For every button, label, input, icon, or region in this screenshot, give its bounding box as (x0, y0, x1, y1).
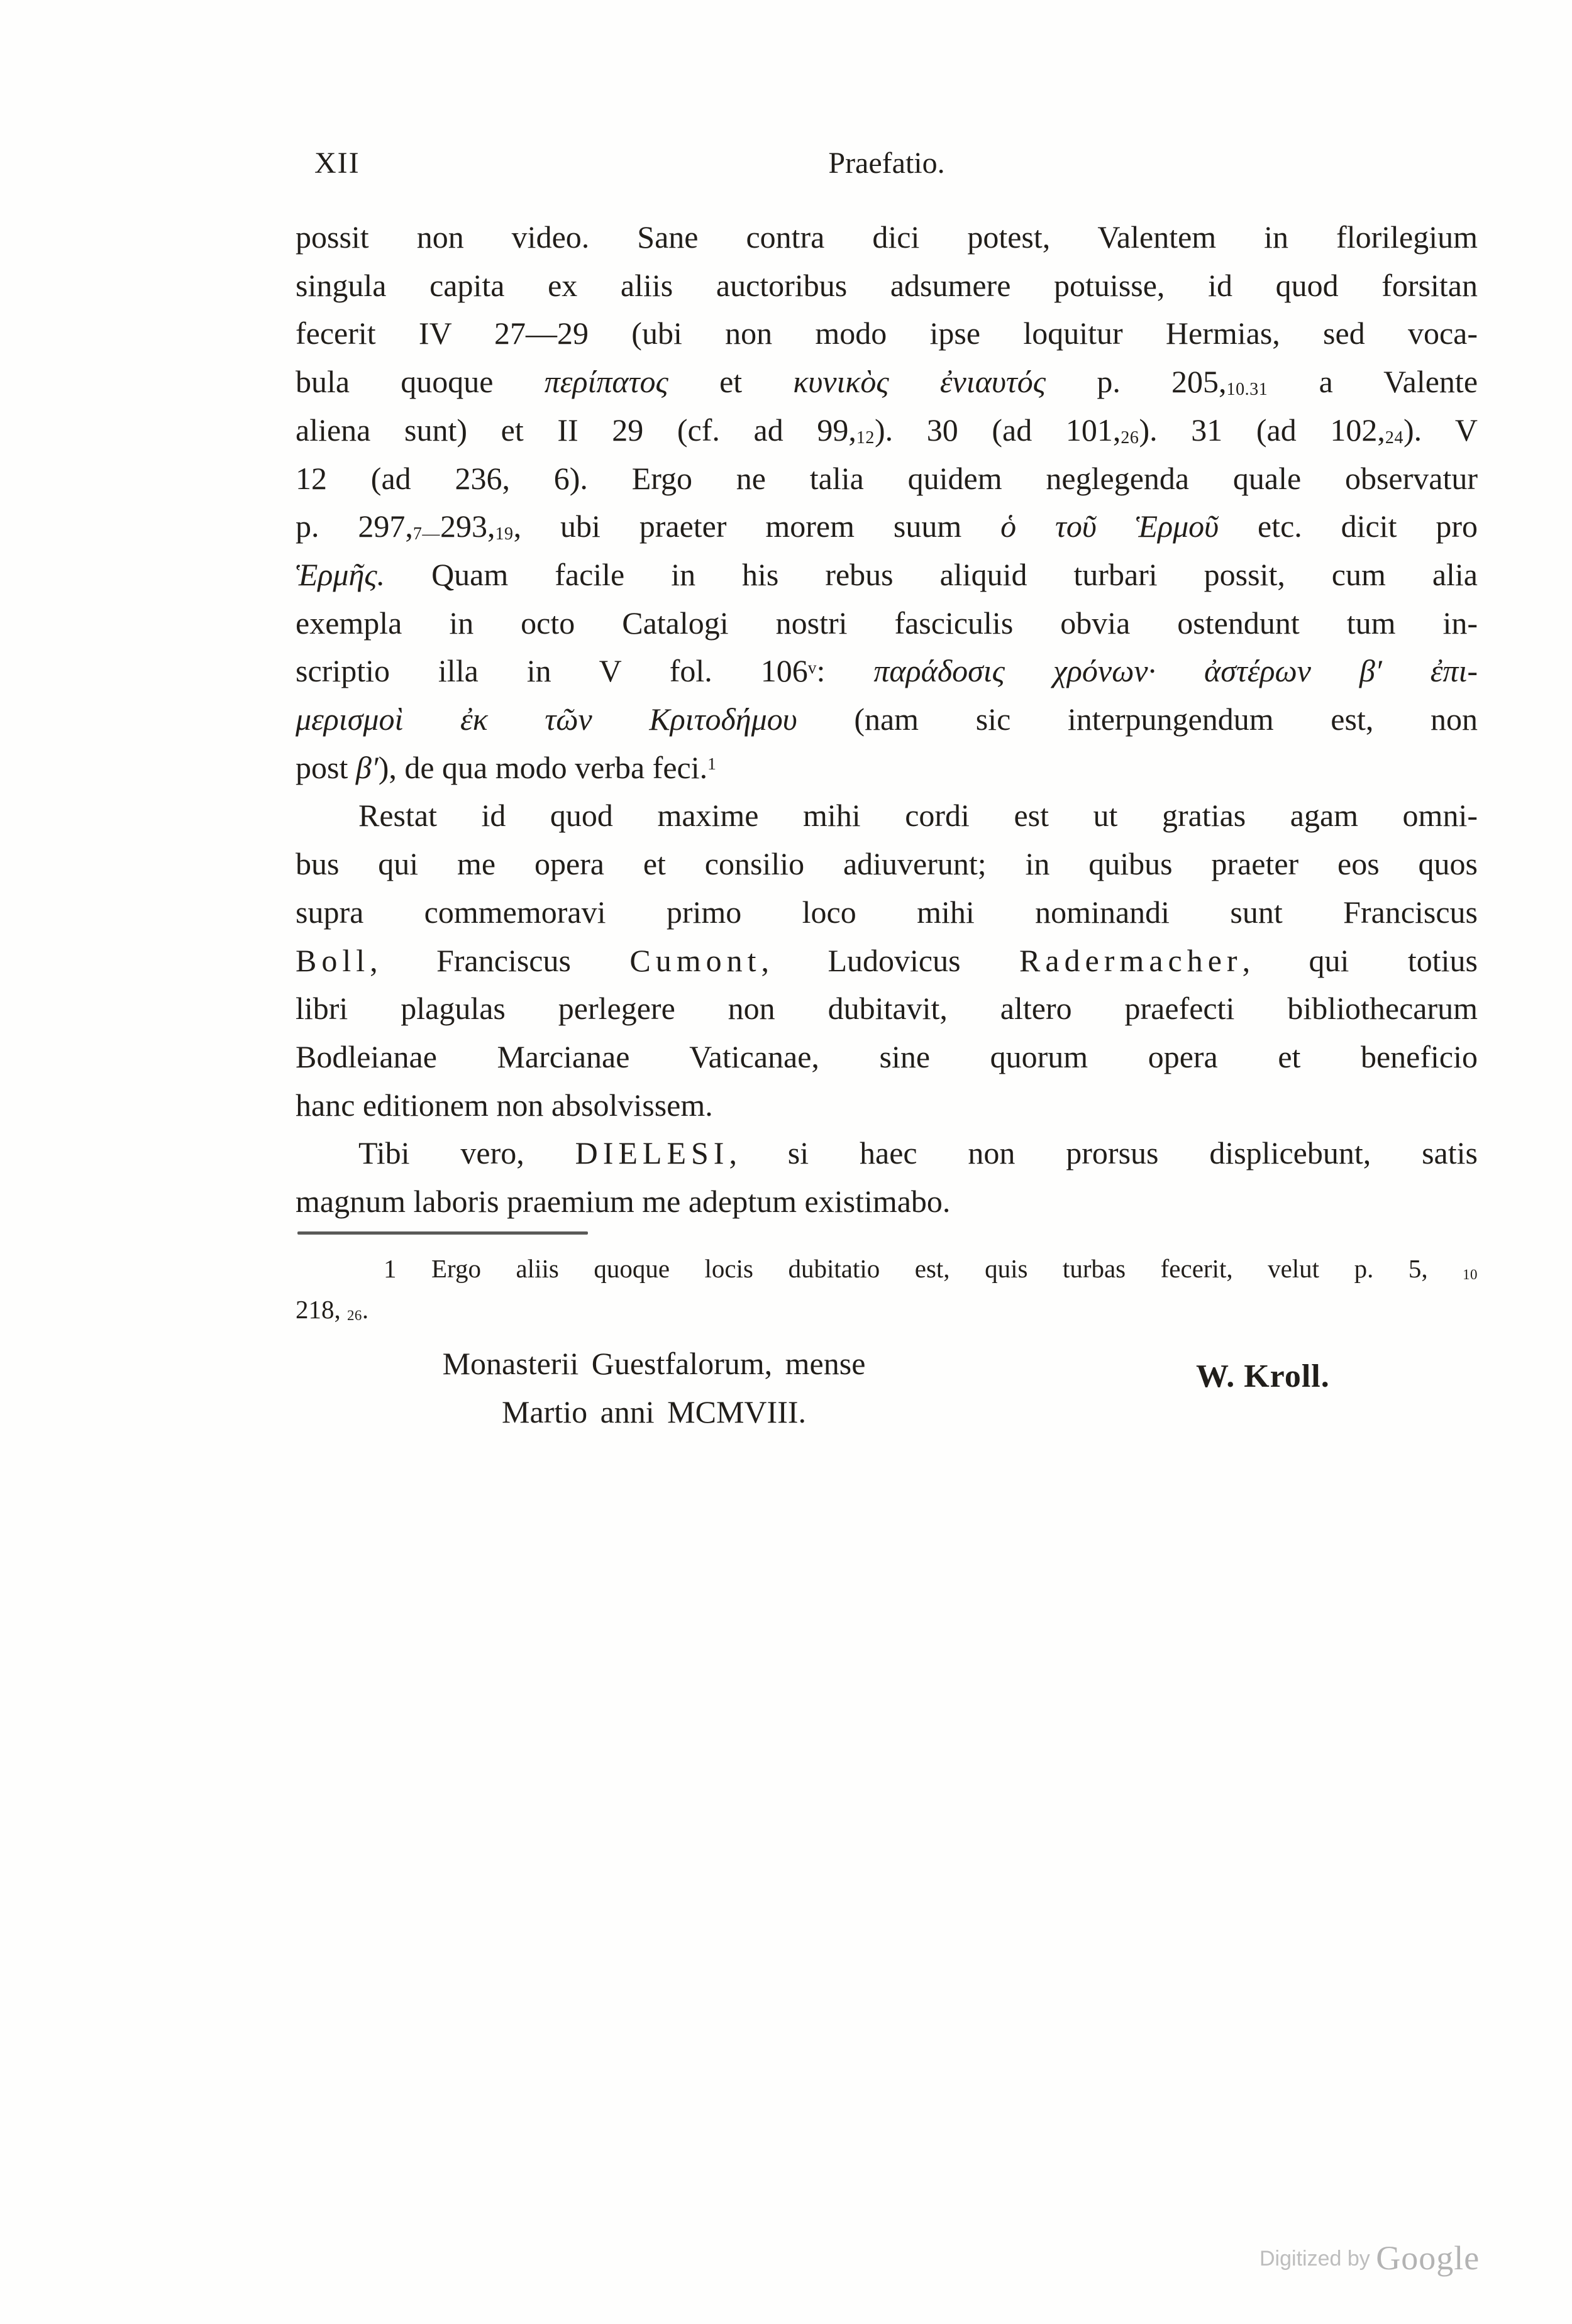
text-line: bus qui me opera et consilio adiuverunt; in quibus praeter eos quos (296, 846, 1478, 882)
text-line: hanc editionem non absolvissem. (296, 1087, 713, 1123)
footnote-text (296, 1248, 1478, 1330)
closing-place: Monasterii Guestfalorum, mense (442, 1346, 866, 1381)
author-signature: W. Kroll. (1196, 1358, 1330, 1394)
digitized-by-google-watermark (1259, 2239, 1549, 2277)
text-line: Bodleianae Marcianae Vaticanae, sine quorum opera et beneficio (296, 1038, 1478, 1074)
body-text (296, 213, 1478, 1226)
text-line: 12 (ad 236, 6). Ergo ne talia quidem neglegenda quale observatur (296, 460, 1478, 496)
text-line: scriptio illa in V fol. 106$^v$: παράδοσις χρόνων· ἀστέρων β′ ἐπι- (296, 653, 1478, 689)
google-logo-text: Google (1376, 2239, 1480, 2277)
text-line: μερισμοὶ ἐκ τῶν Κριτοδήμου (nam sic interpungendum est, non (296, 702, 1478, 737)
text-line: p. 297,7—293,19, ubi praeter morem suum ὁ τοῦ Ἑρμοῦ etc. dicit pro (296, 509, 1478, 544)
text-line: aliena sunt) et II 29 (cf. ad 99,12). 30 (ad 101,26). 31 (ad 102,24). V (296, 412, 1478, 448)
text-line: Tibi vero, DIELESI, si haec non prorsus displicebunt, satis (358, 1135, 1478, 1171)
text-line: Ἑρμῆς. Quam facile in his rebus aliquid turbari possit, cum alia (296, 556, 1478, 592)
text-line: supra commemoravi primo loco mihi nominandi sunt Franciscus (296, 894, 1478, 930)
running-header (296, 146, 1478, 184)
text-line: 218, 26. (296, 1295, 369, 1324)
text-line: libri plagulas perlegere non dubitavit, altero praefecti bibliothecarum (296, 991, 1478, 1027)
text-line: Restat id quod maxime mihi cordi est ut gratias agam omni- (358, 798, 1478, 834)
text-line: magnum laboris praemium me adeptum existimabo. (296, 1184, 951, 1220)
text-line: exempla in octo Catalogi nostri fasciculis obvia ostendunt tum in- (296, 605, 1478, 641)
text-line: post β′), de qua modo verba feci.$^1$ (296, 749, 716, 785)
text-line: singula capita ex aliis auctoribus adsumere potuisse, id quod forsitan (296, 267, 1478, 303)
text-line: possit non video. Sane contra dici potest, Valentem in florilegium (296, 219, 1478, 255)
watermark-prefix: Digitized by (1259, 2247, 1376, 2271)
text-line: bula quoque περίπατος et κυνικὸς ἐνιαυτός p. 205,10.31 a Valente (296, 364, 1478, 400)
text-line: 1 Ergo aliis quoque locis dubitatio est, quis turbas fecerit, velut p. 5, 10 (384, 1254, 1478, 1283)
page-number: XII (314, 146, 360, 180)
closing-date: Martio anni MCMVIII. (502, 1394, 806, 1429)
text-line: fecerit IV 27—29 (ubi non modo ipse loquitur Hermias, sed voca- (296, 316, 1478, 351)
text-line: Boll, Franciscus Cumont, Ludovicus Radermacher, qui totius (296, 942, 1478, 978)
footnote-rule (297, 1231, 588, 1235)
running-title: Praefatio. (828, 146, 945, 180)
closing-dateline (377, 1340, 931, 1436)
